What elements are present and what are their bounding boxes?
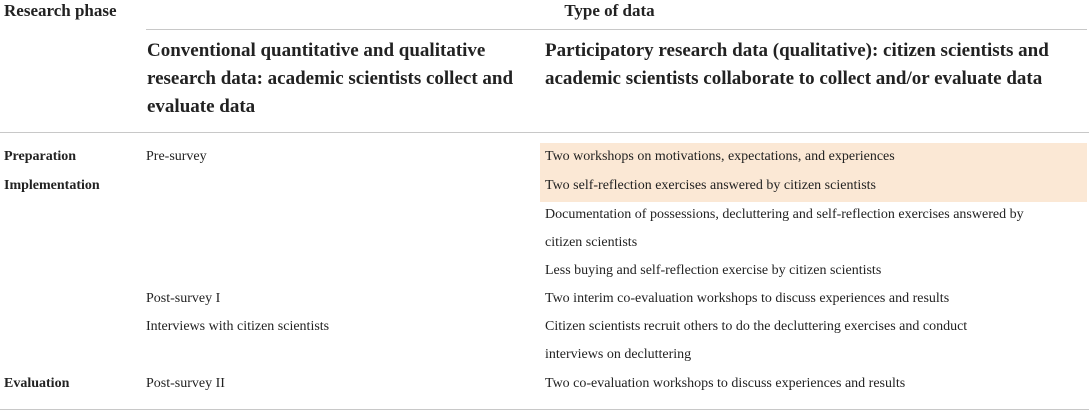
header-divider xyxy=(146,29,1087,30)
cell-workshops: Two workshops on motivations, expectations, and experiences xyxy=(545,149,895,164)
header-bottom-rule xyxy=(0,132,1089,133)
column-header-conventional: Conventional quantitative and qualitative research data: academic scientists collect and evaluate data xyxy=(147,40,514,117)
cell-documentation-line-1: Documentation of possessions, decluttering and self-reflection exercises answered by xyxy=(545,207,1024,222)
cell-self-reflection: Two self-reflection exercises answered by citizen scientists xyxy=(545,178,877,193)
phase-preparation: Preparation xyxy=(4,149,77,164)
column-header-participatory: Participatory research data (qualitative): citizen scientists and academic scientists collaborate to collect and/or evaluate data xyxy=(545,40,1049,89)
cell-interim-workshops: Two interim co-evaluation workshops to discuss experiences and results xyxy=(545,291,950,306)
phase-evaluation: Evaluation xyxy=(4,376,70,391)
cell-recruit-line-2: interviews on decluttering xyxy=(545,347,692,362)
cell-pre-survey: Pre-survey xyxy=(146,149,207,164)
cell-recruit-line-1: Citizen scientists recruit others to do the decluttering exercises and conduct xyxy=(545,319,968,334)
cell-documentation-line-2: citizen scientists xyxy=(545,235,638,250)
cell-co-evaluation: Two co-evaluation workshops to discuss experiences and results xyxy=(545,376,906,391)
phase-implementation: Implementation xyxy=(4,178,100,193)
cell-post-survey-2: Post-survey II xyxy=(146,376,225,391)
cell-post-survey-1: Post-survey I xyxy=(146,291,221,306)
table-bottom-rule xyxy=(0,409,1089,410)
cell-less-buying: Less buying and self-reflection exercise by citizen scientists xyxy=(545,263,882,278)
header-research-phase: Research phase xyxy=(4,1,117,20)
header-type-of-data: Type of data xyxy=(564,1,655,20)
cell-interviews: Interviews with citizen scientists xyxy=(146,319,330,334)
